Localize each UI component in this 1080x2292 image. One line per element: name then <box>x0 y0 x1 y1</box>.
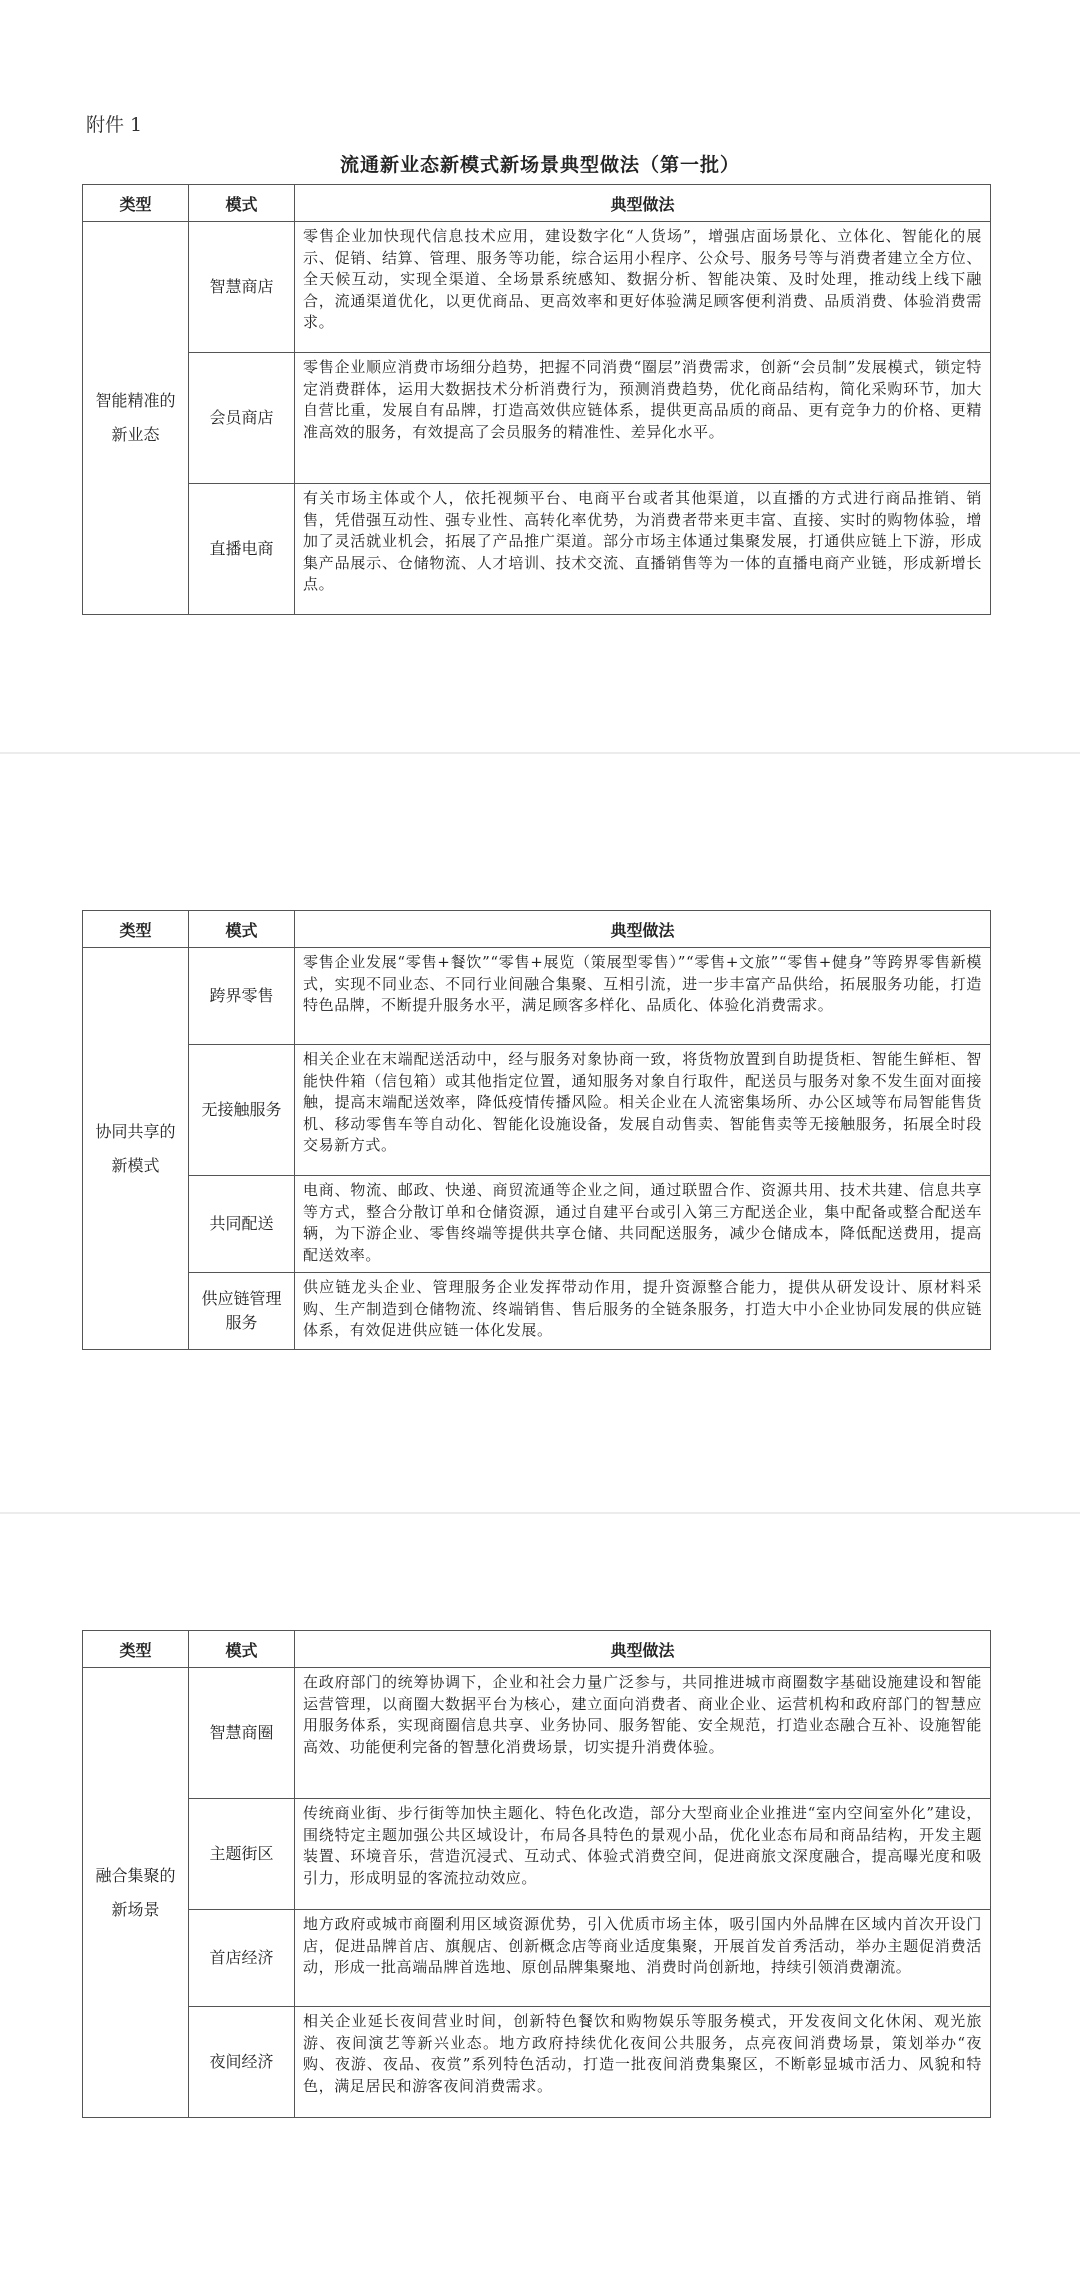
header-mode: 模式 <box>189 1631 295 1668</box>
table-row <box>83 1273 991 1350</box>
mode-cell: 共同配送 <box>189 1176 295 1273</box>
mode-cell: 夜间经济 <box>189 2007 295 2118</box>
table-row <box>83 948 991 1045</box>
category-cell: 融合集聚的新场景 <box>83 1668 189 2118</box>
table-row <box>83 1799 991 1910</box>
practice-cell: 传统商业街、步行街等加快主题化、特色化改造，部分大型商业企业推进“室内空间室外化”建设，围绕特定主题加强公共区域设计，布局各具特色的景观小品，优化业态布局和商品结构，开发主题装置、环境音乐，营造沉浸式、互动式、体验式消费空间，促进商旅文深度融合，提高曝光度和吸引力，形成明显的客流拉动效应。 <box>295 1799 991 1910</box>
table-row <box>83 1910 991 2007</box>
table-row <box>83 484 991 615</box>
header-type: 类型 <box>83 185 189 222</box>
header-practice: 典型做法 <box>295 1631 991 1668</box>
table-row <box>83 1176 991 1273</box>
mode-cell: 智慧商店 <box>189 222 295 353</box>
mode-cell: 首店经济 <box>189 1910 295 2007</box>
table-header-row <box>83 185 991 222</box>
header-practice: 典型做法 <box>295 185 991 222</box>
header-mode: 模式 <box>189 911 295 948</box>
header-type: 类型 <box>83 911 189 948</box>
practice-cell: 供应链龙头企业、管理服务企业发挥带动作用，提升资源整合能力，提供从研发设计、原材料采购、生产制造到仓储物流、终端销售、售后服务的全链条服务，打造大中小企业协同发展的供应链体系，有效促进供应链一体化发展。 <box>295 1273 991 1350</box>
table-header-row <box>83 1631 991 1668</box>
category-cell: 协同共享的新模式 <box>83 948 189 1350</box>
header-mode: 模式 <box>189 185 295 222</box>
document-page-3 <box>0 1520 1080 2292</box>
practice-cell: 在政府部门的统筹协调下，企业和社会力量广泛参与，共同推进城市商圈数字基础设施建设和智能运营管理，以商圈大数据平台为核心，建立面向消费者、商业企业、运营机构和政府部门的智慧应用服务体系，实现商圈信息共享、业务协同、服务智能、安全规范，打造业态融合互补、设施智能高效、功能便利完备的智慧化消费场景，切实提升消费体验。 <box>295 1668 991 1799</box>
mode-cell: 供应链管理服务 <box>189 1273 295 1350</box>
mode-cell: 直播电商 <box>189 484 295 615</box>
document-page-2 <box>0 760 1080 1520</box>
table-row <box>83 1668 991 1799</box>
document-title: 流通新业态新模式新场景典型做法（第一批） <box>339 154 740 176</box>
table-row <box>83 222 991 353</box>
practice-table-3 <box>82 1630 991 2118</box>
document-page-1 <box>0 0 1080 760</box>
mode-cell: 主题街区 <box>189 1799 295 1910</box>
practice-cell: 相关企业在末端配送活动中，经与服务对象协商一致，将货物放置到自助提货柜、智能生鲜柜、智能快件箱（信包箱）或其他指定位置，通知服务对象自行取件，配送员与服务对象不发生面对面接触，提高末端配送效率，降低疫情传播风险。相关企业在人流密集场所、办公区域等布局智能售货机、移动零售车等自动化、智能化设施设备，发展自动售卖、智能售卖等无接触服务，拓展全时段交易新方式。 <box>295 1045 991 1176</box>
header-type: 类型 <box>83 1631 189 1668</box>
mode-cell: 跨界零售 <box>189 948 295 1045</box>
practice-cell: 零售企业加快现代信息技术应用，建设数字化“人货场”，增强店面场景化、立体化、智能化的展示、促销、结算、管理、服务等功能，综合运用小程序、公众号、服务号等与消费者建立全方位、全天候互动，实现全渠道、全场景系统感知、数据分析、智能决策、及时处理，推动线上线下融合，流通渠道优化，以更优商品、更高效率和更好体验满足顾客便利消费、品质消费、体验消费需求。 <box>295 222 991 353</box>
table-row <box>83 1045 991 1176</box>
category-cell: 智能精准的新业态 <box>83 222 189 615</box>
header-practice: 典型做法 <box>295 911 991 948</box>
practice-table-2 <box>82 910 991 1350</box>
practice-cell: 零售企业顺应消费市场细分趋势，把握不同消费“圈层”消费需求，创新“会员制”发展模式，锁定特定消费群体，运用大数据技术分析消费行为，预测消费趋势，优化商品结构，简化采购环节，加大自营比重，发展自有品牌，打造高效供应链体系，提供更高品质的商品、更有竞争力的价格、更精准高效的服务，有效提高了会员服务的精准性、差异化水平。 <box>295 353 991 484</box>
table-row <box>83 2007 991 2118</box>
mode-cell: 会员商店 <box>189 353 295 484</box>
practice-cell: 零售企业发展“零售+餐饮”“零售+展览（策展型零售）”“零售+文旅”“零售+健身”等跨界零售新模式，实现不同业态、不同行业间融合集聚、互相引流，进一步丰富产品供给，拓展服务功能，打造特色品牌，不断提升服务水平，满足顾客多样化、品质化、体验化消费需求。 <box>295 948 991 1045</box>
table-row <box>83 353 991 484</box>
practice-cell: 电商、物流、邮政、快递、商贸流通等企业之间，通过联盟合作、资源共用、技术共建、信息共享等方式，整合分散订单和仓储资源，通过自建平台或引入第三方配送企业，集中配备或整合配送车辆，为下游企业、零售终端等提供共享仓储、共同配送服务，减少仓储成本，降低配送费用，提高配送效率。 <box>295 1176 991 1273</box>
attachment-label: 附件 1 <box>86 114 143 136</box>
practice-cell: 地方政府或城市商圈利用区域资源优势，引入优质市场主体，吸引国内外品牌在区域内首次开设门店，促进品牌首店、旗舰店、创新概念店等商业适度集聚，开展首发首秀活动，举办主题促消费活动，形成一批高端品牌首选地、原创品牌集聚地、消费时尚创新地，持续引领消费潮流。 <box>295 1910 991 2007</box>
mode-cell: 智慧商圈 <box>189 1668 295 1799</box>
table-header-row <box>83 911 991 948</box>
practice-cell: 有关市场主体或个人，依托视频平台、电商平台或者其他渠道，以直播的方式进行商品推销、销售，凭借强互动性、强专业性、高转化率优势，为消费者带来更丰富、直接、实时的购物体验，增加了灵活就业机会，拓展了产品推广渠道。部分市场主体通过集聚发展，打通供应链上下游，形成集产品展示、仓储物流、人才培训、技术交流、直播销售等为一体的直播电商产业链，形成新增长点。 <box>295 484 991 615</box>
practice-cell: 相关企业延长夜间营业时间，创新特色餐饮和购物娱乐等服务模式，开发夜间文化休闲、观光旅游、夜间演艺等新兴业态。地方政府持续优化夜间公共服务，点亮夜间消费场景，策划举办“夜购、夜游、夜品、夜赏”系列特色活动，打造一批夜间消费集聚区，不断彰显城市活力、风貌和特色，满足居民和游客夜间消费需求。 <box>295 2007 991 2118</box>
mode-cell: 无接触服务 <box>189 1045 295 1176</box>
practice-table-1 <box>82 184 991 615</box>
